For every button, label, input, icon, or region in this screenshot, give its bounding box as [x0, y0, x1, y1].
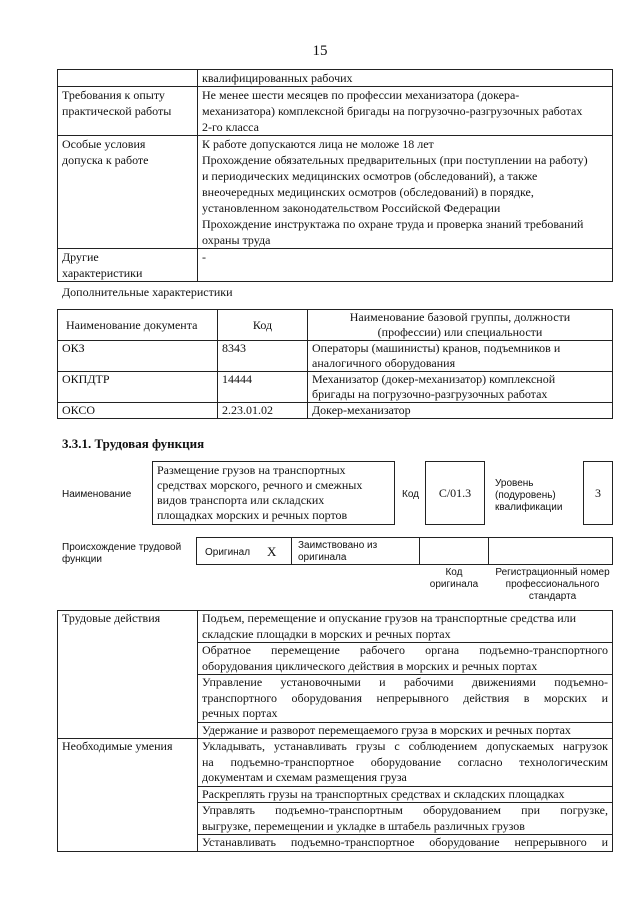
- code-original-box: [419, 537, 489, 565]
- row-value: К работе допускаются лица не моложе 18 лет Прохождение обязательных предварительных (при поступлении на работу) и периодических медицинских осмотров (обследований), а также внеочередных медицинских осмотров (обследований) в порядке, установленном законодательством Российской Федерации Прохождение инструктажа по охране труда и проверка знаний требований охраны труда: [198, 136, 613, 249]
- table-row: [58, 87, 613, 136]
- borrowed-cell: Заимствовано из оригинала: [291, 537, 420, 565]
- skill-item: Раскреплять грузы на транспортных средствах и складских площадках: [198, 786, 613, 803]
- row-label: Особые условия допуска к работе: [58, 136, 198, 249]
- level-label: Уровень (подуровень) квалификации: [495, 478, 563, 513]
- labor-action-item: Удержание и разворот перемещаемого груза в морских и речных портах: [198, 722, 613, 739]
- skill-item: Управлять подъемно-транспортным оборудованием при погрузке, выгрузке, перемещении и укладке в штабель различных грузов: [198, 803, 613, 835]
- function-heading: 3.3.1. Трудовая функция: [62, 436, 205, 451]
- header-name: Наименование базовой группы, должности (профессии) или специальности: [308, 310, 613, 341]
- name-label: Наименование: [62, 489, 132, 500]
- table-header-row: [58, 310, 613, 341]
- table-row: [58, 739, 613, 787]
- labor-action-item: Обратное перемещение рабочего органа подъемно-транспортного оборудования циклического действия в морских и речных портах: [198, 643, 613, 675]
- additional-characteristics-title: Дополнительные характеристики: [62, 285, 233, 299]
- table-row: [58, 341, 613, 372]
- doc-cell: ОКЗ: [58, 341, 218, 372]
- page-number: 15: [312, 43, 328, 59]
- row-value: -: [198, 249, 613, 282]
- header-code: Код: [218, 310, 308, 341]
- labor-action-item: Управление установочными и рабочими движениями подъемно- транспортного оборудования непрерывного действия в морских и речных портах: [198, 675, 613, 723]
- code-original-label: Код оригинала: [429, 567, 479, 590]
- code-cell: 8343: [218, 341, 308, 372]
- reg-number-box: [488, 537, 613, 565]
- doc-cell: ОКСО: [58, 403, 218, 419]
- level-value-box: 3: [583, 461, 613, 525]
- table-row: [58, 611, 613, 643]
- code-cell: 2.23.01.02: [218, 403, 308, 419]
- labor-action-item: Подъем, перемещение и опускание грузов на транспортные средства или складские площадки в морских и речных портах: [198, 611, 613, 643]
- function-name-box: Размещение грузов на транспортных средствах морского, речного и смежных видов транспорта или складских площадках морских и речных портов: [152, 461, 395, 525]
- skill-item: Устанавливать подъемно-транспортное оборудование непрерывного и: [198, 835, 613, 852]
- skill-item: Укладывать, устанавливать грузы с соблюдением допускаемых нагрузок на подъемно-транспортное оборудование согласно технологическим документам и схемам размещения груза: [198, 739, 613, 787]
- header-doc: Наименование документа: [58, 310, 218, 341]
- table-row: [58, 136, 613, 249]
- table-row: [58, 372, 613, 403]
- row-value: квалифицированных рабочих: [198, 70, 613, 87]
- row-value: Не менее шести месяцев по профессии механизатора (докера- механизатора) комплексной бригады на погрузочно-разгрузочных работах 2-го класса: [198, 87, 613, 136]
- additional-characteristics-table: [57, 309, 613, 419]
- code-cell: 14444: [218, 372, 308, 403]
- name-cell: Докер-механизатор: [308, 403, 613, 419]
- code-label: Код: [402, 489, 420, 500]
- original-cell: Оригинал X: [196, 537, 292, 565]
- row-label: Другие характеристики: [58, 249, 198, 282]
- name-cell: Механизатор (докер-механизатор) комплексной бригады на погрузочно-разгрузочных работах: [308, 372, 613, 403]
- doc-cell: ОКПДТР: [58, 372, 218, 403]
- origin-label: Происхождение трудовой функции: [62, 542, 182, 565]
- requirements-table: [57, 69, 613, 282]
- row-label: [58, 70, 198, 87]
- row-label: Требования к опыту практической работы: [58, 87, 198, 136]
- name-cell: Операторы (машинисты) кранов, подъемников и аналогичного оборудования: [308, 341, 613, 372]
- table-row: [58, 249, 613, 282]
- skills-label: Необходимые умения: [58, 739, 198, 852]
- table-row: [58, 403, 613, 419]
- function-code-box: C/01.3: [425, 461, 485, 525]
- table-row: [58, 70, 613, 87]
- actions-table: [57, 610, 613, 852]
- labor-actions-label: Трудовые действия: [58, 611, 198, 739]
- reg-number-label: Регистрационный номер профессионального стандарта: [495, 567, 610, 602]
